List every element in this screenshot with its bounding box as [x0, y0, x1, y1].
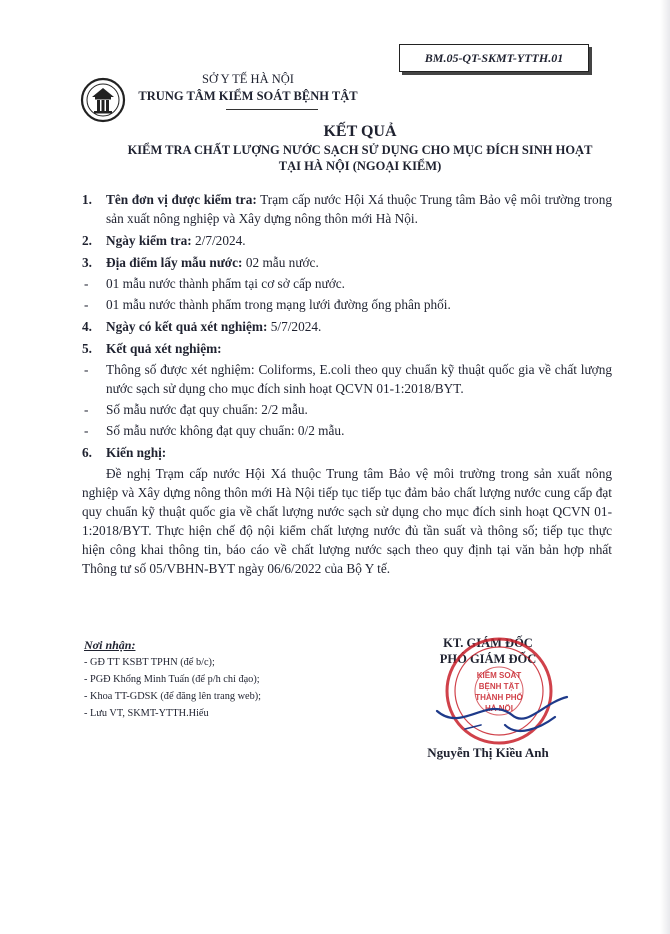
list-item: [82, 400, 612, 419]
item-number: 6.: [82, 445, 92, 460]
dash-marker: -: [84, 276, 89, 291]
list-item: [82, 421, 612, 440]
organization-header: [118, 71, 378, 105]
recipients-heading: Nơi nhận:: [84, 638, 136, 652]
item-number: 4.: [82, 319, 92, 334]
recipients-block: [84, 637, 344, 722]
list-item: [82, 274, 612, 293]
item-value: 5/7/2024.: [270, 319, 322, 334]
svg-text:BỆNH TẬT: BỆNH TẬT: [478, 682, 520, 691]
document-body: [82, 190, 612, 578]
item-date: [82, 231, 612, 250]
svg-text:HÀ NỘI: HÀ NỘI: [485, 704, 513, 713]
recipient-item: - GĐ TT KSBT TPHN (để b/c);: [84, 657, 215, 668]
document-title: [60, 122, 660, 174]
list-item-text: 01 mẫu nước thành phẩm trong mạng lưới đường ống phân phối.: [106, 297, 451, 312]
recipient-item: - Khoa TT-GDSK (để đăng lên trang web);: [84, 691, 262, 702]
signature-title-line1: KT. GIÁM ĐỐC: [443, 636, 533, 650]
recommendation-text: Đề nghị Trạm cấp nước Hội Xá thuộc Trung tâm Bảo vệ môi trường trong sản xuất nông nghiệp và Xây dựng nông thôn mới Hà Nội tiếp tục tiếp tục đảm bảo chất lượng nước cung cấp đạt quy chuẩn kỹ thuật quốc gia về chất lượng nước sạch sử dụng cho mục đích sinh hoạt QCVN 01-1:2018/BYT. Thực hiện chế độ nội kiểm chất lượng nước đủ tần suất và thông số; tiếp tục thực hiện công khai thông tin, báo cáo về chất lượng nước sạch theo quy định tại văn bản hợp nhất Thông tư số 05/VBHN-BYT ngày 06/6/2022 của Bộ Y tế.: [82, 466, 612, 576]
item-result-date: [82, 317, 612, 336]
dash-marker: -: [84, 362, 89, 377]
item-recommendation: [82, 443, 612, 462]
list-item-text: Thông số được xét nghiệm: Coliforms, E.coli theo quy chuẩn kỹ thuật quốc gia về chất lượng nước sạch sử dụng cho mục đích sinh hoạt QCVN 01-1:2018/BYT.: [106, 362, 612, 396]
item-label: Tên đơn vị được kiểm tra:: [106, 192, 257, 207]
list-item-text: Số mẫu nước không đạt quy chuẩn: 0/2 mẫu.: [106, 423, 345, 438]
form-code: BM.05-QT-SKMT-YTTH.01: [424, 50, 564, 65]
title-sub-2: TẠI HÀ NỘI (NGOẠI KIỂM): [278, 159, 442, 173]
svg-text:KIỂM SOÁT: KIỂM SOÁT: [476, 671, 522, 680]
signature-title-line2: PHÓ GIÁM ĐỐC: [439, 652, 537, 666]
item-value: 02 mẫu nước.: [245, 255, 319, 270]
item-value: 2/7/2024.: [195, 233, 246, 248]
title-sub-1: KIỂM TRA CHẤT LƯỢNG NƯỚC SẠCH SỬ DỤNG CHO MỤC ĐÍCH SINH HOẠT: [127, 143, 593, 157]
item-label: Ngày có kết quả xét nghiệm:: [106, 319, 268, 334]
svg-text:THÀNH PHỐ: THÀNH PHỐ: [475, 693, 523, 702]
page-edge-shadow: [660, 0, 670, 934]
signer-name: Nguyễn Thị Kiều Anh: [427, 745, 549, 760]
org-name: TRUNG TÂM KIỂM SOÁT BỆNH TẬT: [138, 89, 358, 103]
title-main: KẾT QUẢ: [323, 123, 397, 140]
item-label: Kết quả xét nghiệm:: [106, 341, 222, 356]
org-parent: SỞ Y TẾ HÀ NỘI: [202, 72, 294, 86]
list-item: [82, 295, 612, 314]
item-location: [82, 253, 612, 272]
list-item: [82, 360, 612, 398]
list-item-text: Số mẫu nước đạt quy chuẩn: 2/2 mẫu.: [106, 402, 308, 417]
recipient-item: - PGĐ Khổng Minh Tuấn (để p/h chỉ đạo);: [84, 674, 260, 685]
org-underline: [226, 109, 318, 110]
list-item-text: 01 mẫu nước thành phẩm tại cơ sở cấp nước.: [106, 276, 345, 291]
item-unit: [82, 190, 612, 228]
item-label: Kiến nghị:: [106, 445, 167, 460]
item-label: Địa điểm lấy mẫu nước:: [106, 255, 243, 270]
item-number: 1.: [82, 192, 92, 207]
item-label: Ngày kiểm tra:: [106, 233, 192, 248]
item-number: 2.: [82, 233, 92, 248]
dash-marker: -: [84, 297, 89, 312]
dash-marker: -: [84, 402, 89, 417]
item-number: 3.: [82, 255, 92, 270]
dash-marker: -: [84, 423, 89, 438]
form-code-box: [399, 44, 589, 72]
recipient-item: - Lưu VT, SKMT-YTTH.Hiếu: [84, 708, 209, 719]
item-number: 5.: [82, 341, 92, 356]
item-results: [82, 339, 612, 358]
item-value: Trạm cấp nước Hội Xá thuộc Trung tâm Bảo vệ môi trường trong sản xuất nông nghiệp và Xây dựng nông thôn mới Hà Nội.: [106, 192, 612, 226]
